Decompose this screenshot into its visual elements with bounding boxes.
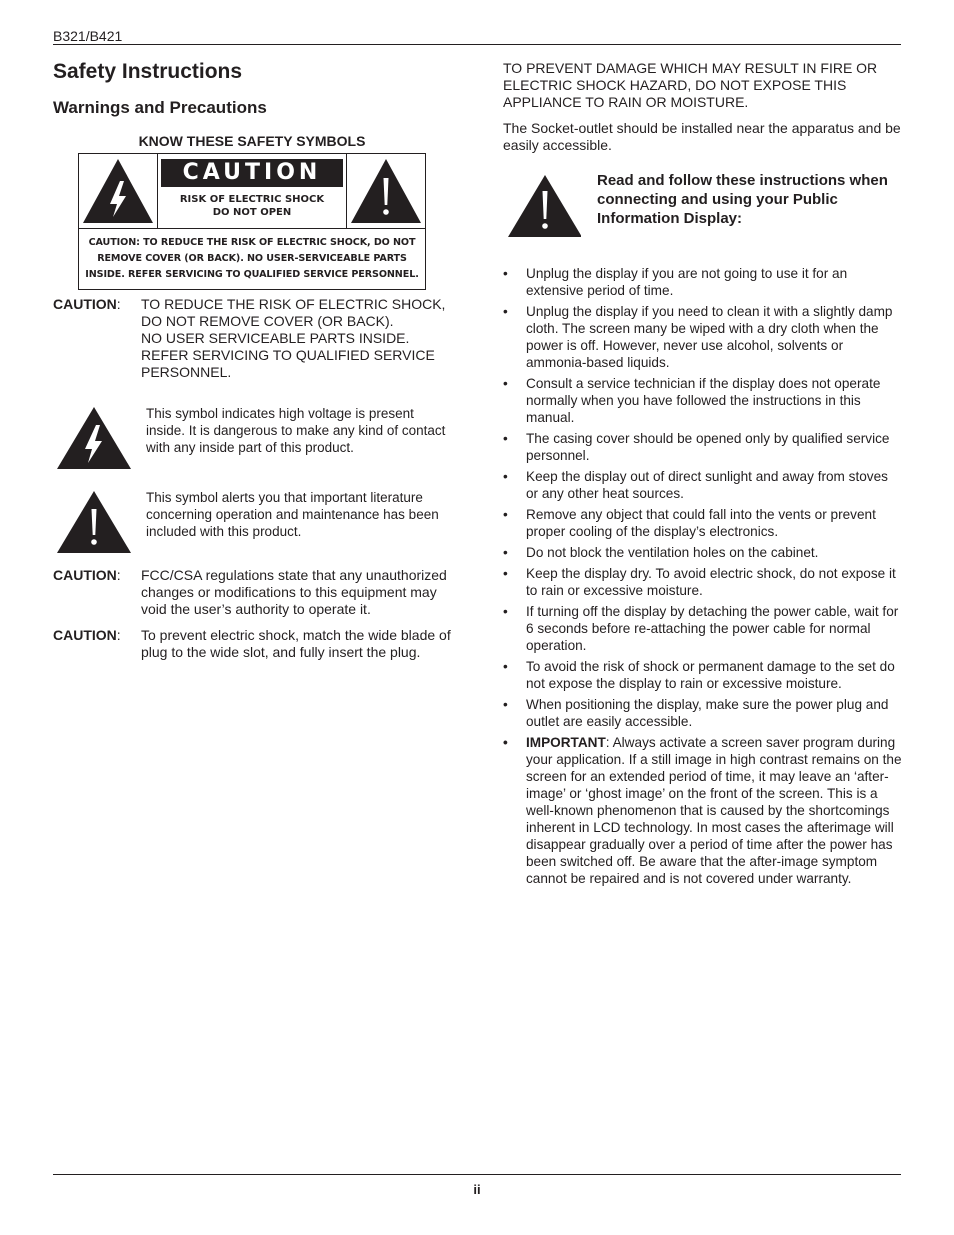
fire-warning: TO PREVENT DAMAGE WHICH MAY RESULT IN FIRE OR ELECTRIC SHOCK HAZARD, DO NOT EXPOSE THIS APPLIANCE TO RAIN OR MOISTURE. — [503, 60, 878, 110]
list-item-important: • IMPORTANT: Always activate a screen saver program during your application. If a still image in high contrast remains on the screen for an extended period of time, it may leave an ‘after-image’ or ‘ghost image’ on the front of the screen. This is a well-known phenomenon that is caused by the shortcomings inherent in LCD technology. In most cases the afterimage will disappear gradually over a period of time after the power has been switched off. Be aware that the after-image symptom cannot be repaired and is not covered under warranty. — [503, 734, 903, 887]
list-item: • If turning off the display by detaching the power cable, wait for 6 seconds before re-attaching the power cable for normal operation. — [503, 603, 903, 654]
high-voltage-icon — [53, 405, 131, 471]
caution-banner: CAUTION — [161, 159, 343, 187]
section-title: Warnings and Precautions — [53, 98, 267, 117]
list-item: • Keep the display out of direct sunlight and away from stoves or any other heat sources. — [503, 468, 903, 502]
right-column — [503, 60, 903, 891]
list-item: • Unplug the display if you are not going to use it for an extensive period of time. — [503, 265, 903, 299]
caution-label — [78, 153, 426, 290]
instruction-list — [503, 265, 903, 887]
label-caution-text: CAUTION: TO REDUCE THE RISK OF ELECTRIC SHOCK, DO NOT REMOVE COVER (OR BACK). NO USER-SERVICEABLE PARTS INSIDE. REFER SERVICING TO QUALIFIED SERVICE PERSONNEL. — [85, 237, 419, 280]
symbol-high-voltage: This symbol indicates high voltage is present inside. It is dangerous to make any kind of contact with any inside part of this product. — [53, 405, 453, 475]
read-follow-block: Read and follow these instructions when connecting and using your Public Information Display: — [503, 171, 903, 242]
symbol-exclamation: This symbol alerts you that important literature concerning operation and maintenance has been included with this product. — [53, 489, 453, 559]
exclamation-warning-icon — [347, 154, 425, 228]
exclamation-warning-icon — [503, 171, 581, 237]
socket-note: The Socket-outlet should be installed near the apparatus and be easily accessible. — [503, 120, 901, 153]
list-item: • Unplug the display if you need to clean it with a slightly damp cloth. The screen many be wiped with a dry cloth when the power is off. However, never use alcohol, solvents or ammonia-based liquids. — [503, 303, 903, 371]
high-voltage-icon — [79, 154, 157, 228]
list-item: • Remove any object that could fall into the vents or prevent proper cooling of the display’s electronics. — [503, 506, 903, 540]
list-item: • Do not block the ventilation holes on the cabinet. — [503, 544, 903, 561]
list-item: • Consult a service technician if the display does not operate normally when you have followed the instructions in this manual. — [503, 375, 903, 426]
page-title: Safety Instructions — [53, 60, 243, 83]
list-item: • Keep the display dry. To avoid electric shock, do not expose it to rain or excessive moisture. — [503, 565, 903, 599]
list-item: • To avoid the risk of shock or permanent damage to the set do not expose the display to rain or excessive moisture. — [503, 658, 903, 692]
left-column — [53, 58, 453, 661]
caution-plug: CAUTION: To prevent electric shock, match the wide blade of plug to the wide slot, and fully insert the plug. — [53, 627, 451, 660]
list-item: • When positioning the display, make sure the power plug and outlet are easily accessible. — [503, 696, 903, 730]
list-item: • The casing cover should be opened only by qualified service personnel. — [503, 430, 903, 464]
model-number: B321/B421 — [53, 28, 123, 44]
symbols-heading: KNOW THESE SAFETY SYMBOLS — [138, 133, 366, 149]
caution-fcc: CAUTION: FCC/CSA regulations state that any unauthorized changes or modifications to this equipment may void the user’s authority to operate it. — [53, 567, 447, 617]
header-rule — [53, 44, 901, 45]
page-number: ii — [473, 1182, 481, 1197]
exclamation-warning-icon — [53, 489, 131, 555]
risk-text: RISK OF ELECTRIC SHOCK DO NOT OPEN — [179, 194, 325, 218]
footer-rule — [53, 1174, 901, 1175]
caution-shock: CAUTION: TO REDUCE THE RISK OF ELECTRIC SHOCK, DO NOT REMOVE COVER (OR BACK). NO USER SERVICEABLE PARTS INSIDE. REFER SERVICING TO QUALIFIED SERVICE PERSONNEL. — [53, 296, 446, 380]
